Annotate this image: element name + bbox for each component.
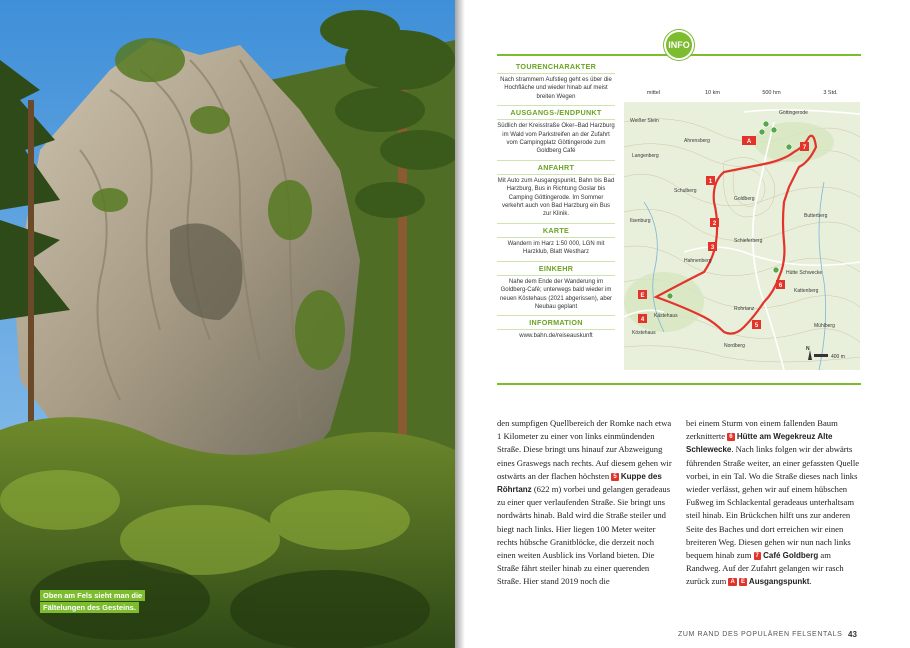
body-text: (622 m) vorbei und gelangen geradeaus zu einer quer verlaufenden Straße. Sie bringt uns nordwärts hinab. Bald wird die Straße steiler und biegt nach links. Hier liegen 100 Meter weiter rechts hübsche Granitblöcke, die derzeit noch einen weiten Ausblick ins Vorland bieten. Die Straße fährt steiler hinab zu einer querenden Straße. Hier stand 2019 noch die [497, 484, 671, 587]
difficulty-dot-icon [647, 73, 661, 87]
stat-difficulty [624, 66, 683, 102]
body-column-2 [686, 417, 862, 589]
map-place: Kattenberg [794, 288, 819, 294]
info-heading: TOURENCHARAKTER [497, 62, 615, 74]
info-heading: INFORMATION [497, 318, 615, 330]
info-text: Südlich der Kreisstraße Oker–Bad Harzburg im Wald vom Parkstreifen an der Zufahrt vom Campingplatz Göttingerode zum Goldberg Café [497, 122, 615, 161]
route-marker-chip: 6 [729, 434, 733, 441]
route-marker-6: 6 [778, 283, 783, 289]
body-text: . [809, 576, 812, 587]
body-text: . Nach links folgen wir der abwärts führenden Straße weiter, an einer gefassten Quelle vorbei, in ein Tal. Wo die Straße dieses nach links wieder verlässt, gehen wir auf einem hübschen Fußweg im Schlackental geradeaus unterhaltsam steil hinab. Ein Brückchen hilft uns zur anderen Seite des Baches und dort erreichen wir einen breiteren Weg. Diesen gehen wir nun nach links bequem hinab zum [686, 444, 860, 561]
route-marker-chip: 7 [755, 553, 759, 560]
info-text: Nach strammem Aufstieg geht es über die Hochfläche und wieder hinab auf meist breiten Wegen [497, 76, 615, 106]
map-place: Butterberg [804, 213, 828, 219]
tour-stats [624, 66, 860, 102]
info-section-information [497, 318, 615, 344]
map-place: Langenberg [632, 153, 659, 159]
info-section-karte [497, 226, 615, 262]
route-marker-7: 7 [802, 145, 807, 151]
route-map [624, 66, 860, 370]
poi-name: Kuppe des Röhrtanz [497, 471, 662, 495]
route-marker-chip: E [740, 579, 745, 586]
map-place: Ilsenburg [630, 218, 651, 224]
map-place: Hahnenberg [684, 258, 712, 264]
map-place: Rohrtanz [734, 306, 755, 312]
map-place: Mühlberg [814, 323, 835, 329]
map-place: Goldberg [734, 196, 755, 202]
info-section-tourencharakter [497, 62, 615, 106]
north-label: N [806, 346, 810, 352]
map-place: Kästehaus [654, 313, 678, 319]
stat-label: 3 Std. [823, 89, 838, 96]
poi-name: Hütte am Wegekreuz Alte Schlewecke [686, 432, 833, 455]
map-place: Hütte Schwecke [786, 270, 823, 276]
running-footer: ZUM RAND DES POPULÄREN FELSENTALS [678, 631, 843, 638]
scale-label: 400 m [831, 354, 845, 360]
body-text: am Randweg. Auf der Zufahrt gelangen wir rasch zurück zum [686, 550, 844, 587]
info-badge: INFO [664, 30, 694, 60]
info-section-ausgangspunkt [497, 108, 615, 161]
poi-name: Ausgangspunkt [747, 577, 810, 587]
info-text: Mit Auto zum Ausgangspunkt, Bahn bis Bad Harzburg, Bus in Richtung Goslar bis Camping Göttingerode. Im Sommer verkehrt auch von Bad Harzburg ein Bus zur Klinik. [497, 177, 615, 224]
poi-name: Café Goldberg [760, 551, 819, 561]
route-marker-1: 1 [708, 179, 713, 185]
map-place: Ahrensberg [684, 138, 710, 144]
photo-caption: Oben am Fels sieht man die Fältelungen des Gesteins. [40, 590, 152, 614]
duration-icon [824, 73, 838, 87]
route-marker-start: A [746, 139, 752, 145]
info-heading: KARTE [497, 226, 615, 238]
page-number: 43 [848, 630, 857, 639]
stat-label: mittel [646, 89, 661, 96]
map-place: Weißer Stein [630, 118, 659, 124]
route-marker-4: 4 [640, 317, 645, 323]
route-marker-3: 3 [710, 245, 715, 251]
stat-duration [801, 66, 860, 102]
topographic-map [624, 102, 860, 370]
map-place: Schulberg [674, 188, 697, 194]
info-heading: AUSGANGS-/ENDPUNKT [497, 108, 615, 120]
route-marker-chip: A [730, 579, 735, 586]
elevation-icon [765, 73, 779, 87]
info-section-einkehr [497, 264, 615, 317]
route-marker-end: E [640, 293, 645, 299]
stat-label: 10 km [705, 89, 720, 96]
info-column [497, 62, 615, 347]
info-section-anfahrt [497, 163, 615, 224]
info-box-bottom-line [497, 383, 861, 385]
stat-distance [683, 66, 742, 102]
body-column-1 [497, 417, 673, 589]
map-place: Köstehaus [632, 330, 656, 336]
info-text: Wandern im Harz 1:50 000, LGN mit Harzklub, Blatt Westharz [497, 240, 615, 262]
info-heading: ANFAHRT [497, 163, 615, 175]
body-text: bei einem Sturm von einem fallenden Baum zerknitterte [686, 418, 838, 442]
map-place: Göttingerode [779, 110, 808, 116]
info-link[interactable]: www.bahn.de/reiseauskunft [519, 333, 593, 340]
info-heading: EINKEHR [497, 264, 615, 276]
stat-elevation [742, 66, 801, 102]
stat-label: 500 hm [762, 89, 781, 96]
body-text: den sumpfigen Quellbereich der Romke nach etwa 1 Kilometer zu einer von links einmündenden Straße. Diese bringt uns hinauf zur Abzweigung eines Graswegs nach rechts. Auf diesem gehen wir ostwärts an der flachen höchsten [497, 418, 672, 481]
route-marker-5: 5 [754, 323, 759, 329]
map-place: Nordberg [724, 343, 745, 349]
book-gutter-shadow [455, 0, 465, 648]
route-marker-chip: 5 [613, 473, 617, 480]
distance-icon [706, 73, 720, 87]
route-marker-2: 2 [712, 221, 717, 227]
map-place: Schieferberg [734, 238, 763, 244]
info-text: Nahe dem Ende der Wanderung im Goldberg-Café; unterwegs bald wieder im neuen Köstehaus (2021 abgerissen), aber Neubau geplant [497, 278, 615, 317]
